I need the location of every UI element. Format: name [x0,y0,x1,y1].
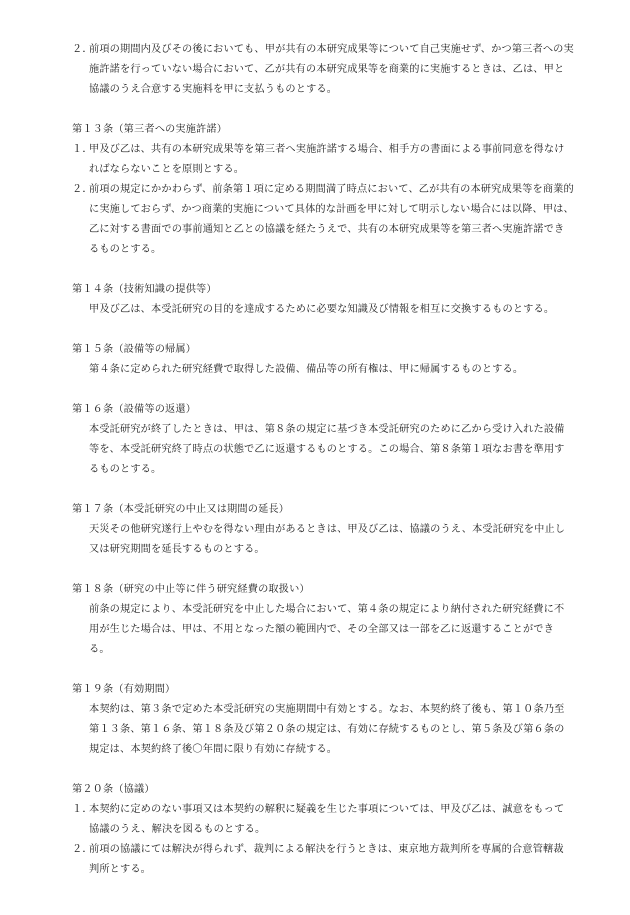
item-number: ２． [72,184,93,195]
item-text: 本契約に定めのない事項又は本契約の解釈に疑義を生じた事項については、甲及び乙は、誠意をもって協議のうえ、解決を図るものとする。 [89,804,565,835]
article-20 [72,780,574,880]
item-number: １． [72,804,93,815]
article-heading: 第２０条（協議） [72,784,155,795]
item-number: ２． [72,44,93,55]
item-text: 前項の期間内及びその後においても、甲が共有の本研究成果等について自己実施せず、かつ第三者への実施許諾を行っていない場合において、乙が共有の本研究成果等を商業的に実施するときは、乙は、甲と協議のうえ合意する実施料を甲に支払うものとする。 [89,44,574,95]
article-17 [72,500,574,560]
item-text: 前項の規定にかかわらず、前条第１項に定める期間満了時点において、乙が共有の本研究成果等を商業的に実施しておらず、かつ商業的実施について具体的な計画を甲に対して明示しない場合には以降、甲は、乙に対する書面での事前通知と乙との協議を経たうえで、共有の本研究成果等を第三者へ実施許諾できるものとする。 [89,184,574,255]
item-number: １． [72,144,93,155]
article-heading: 第１７条（本受託研究の中止又は期間の延長） [72,504,290,515]
article-body: 前条の規定により、本受託研究を中止した場合において、第４条の規定により納付された研究経費に不用が生じた場合は、甲は、不用となった額の範囲内で、その全部又は一部を乙に返還することができる。 [89,604,565,655]
item-text: 前項の協議にては解決が得られず、裁判による解決を行うときは、東京地方裁判所を専属的合意管轄裁判所とする。 [89,844,564,875]
intro-item [72,40,574,100]
article-19 [72,680,574,760]
article-heading: 第１９条（有効期間） [72,684,176,695]
article-14 [72,280,574,320]
item-text: 甲及び乙は、共有の本研究成果等を第三者へ実施許諾する場合、相手方の書面による事前同意を得なければならないことを原則とする。 [89,144,565,175]
article-body: 本受託研究が終了したときは、甲は、第８条の規定に基づき本受託研究のために乙から受け入れた設備等を、本受託研究終了時点の状態で乙に返還するものとする。この場合、第８条第１項なお書を準用するものとする。 [89,424,565,475]
list-item [72,140,574,180]
article-body: 本契約は、第３条で定めた本受託研究の実施期間中有効とする。なお、本契約終了後も、第１０条乃至第１３条、第１６条、第１８条及び第２０条の規定は、有効に存続するものとし、第５条及び第６条の規定は、本契約終了後〇年間に限り有効に存続する。 [89,704,565,755]
list-item [72,800,574,840]
item-number: ２． [72,844,93,855]
article-body: 第４条に定められた研究経費で取得した設備、備品等の所有権は、甲に帰属するものとする。 [89,364,524,375]
article-heading: 第１４条（技術知識の提供等） [72,284,217,295]
list-item [72,180,574,260]
article-heading: 第１６条（設備等の返還） [72,404,197,415]
article-heading: 第１３条（第三者への実施許諾） [72,124,228,135]
article-heading: 第１８条（研究の中止等に伴う研究経費の取扱い） [72,584,310,595]
article-body: 天災その他研究遂行上やむを得ない理由があるときは、甲及び乙は、協議のうえ、本受託研究を中止し又は研究期間を延長するものとする。 [89,524,566,555]
article-heading: 第１５条（設備等の帰属） [72,344,197,355]
article-15 [72,340,574,380]
article-18 [72,580,574,660]
list-item [72,840,574,880]
article-16 [72,400,574,480]
article-body: 甲及び乙は、本受託研究の目的を達成するために必要な知識及び情報を相互に交換するものとする。 [89,304,555,315]
article-13 [72,120,574,260]
